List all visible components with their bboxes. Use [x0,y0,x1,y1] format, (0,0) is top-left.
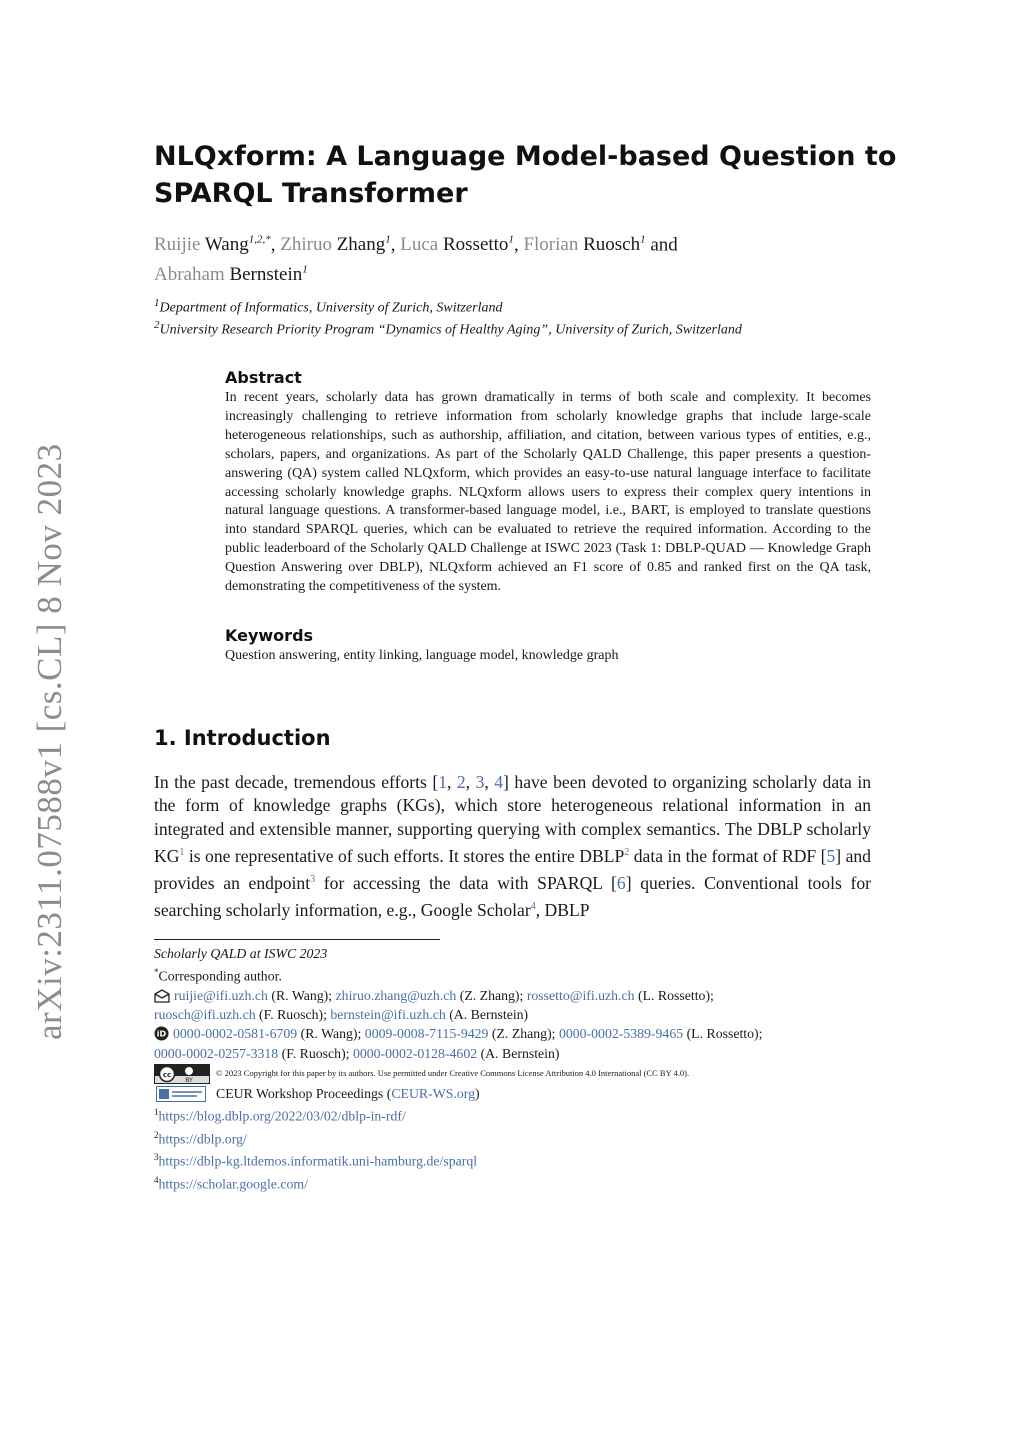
introduction-paragraph: In the past decade, tremendous efforts [1, 2, 3, 4] have been devoted to organizing scholarly data in the form of knowledge graphs (KGs), which store heterogeneous relational information in an integrated and extensible manner, supporting querying with complex semantics. The DBLP scholarly KG$^1$ is one representative of such efforts. It stores the entire DBLP$^2$ data in the format of RDF [5] and provides an endpoint$^3$ for accessing the data with SPARQL [6] queries. Conventional tools for searching scholarly information, e.g., Google Scholar$^4$, DBLP [154,772,872,921]
author[interactable]: Ruijie Wang$^{1,2,*}$ [154,234,271,256]
author[interactable]: Zhiruo Zhang$^1$ [280,234,391,256]
affiliation: $^1$Department of Informatics, University of Zurich, Switzerland [154,297,503,316]
email-link[interactable]: ruosch@ifi.uzh.ch [154,1007,256,1023]
author[interactable]: Florian Ruosch$^1$ [523,234,646,256]
email-link[interactable]: ruijie@ifi.uzh.ch [174,988,268,1003]
footnote-url[interactable]: https://blog.dblp.org/2022/03/02/dblp-in-rdf/ [158,1108,406,1124]
footnote-url[interactable]: https://dblp-kg.ltdemos.informatik.uni-hamburg.de/sparql [158,1154,478,1170]
arxiv-stamp: arXiv:2311.07588v1 [cs.CL] 8 Nov 2023 [30,443,69,1040]
orcid-link[interactable]: 0000-0002-0581-6709 [173,1026,298,1042]
footnote-url[interactable]: https://scholar.google.com/ [158,1176,308,1192]
svg-text:iD: iD [156,1029,167,1039]
corresponding-note: Corresponding author. [158,968,282,984]
footnotes: Scholarly QALD at ISWC 2023 *Corresponding author. ruijie@ifi.uzh.ch (R. Wang); zhiruo.zhang@uzh.ch (Z. Zhang); rossetto@ifi.uzh.ch (L. Rossetto); ruosch@ifi.uzh.ch (F. Ruosch); bernstein@ifi.uzh.ch (A. Bernstein) iD 0000-0002-0581-6709 (R. Wang); 0009-0008-7115-9429 (Z. Zhang); 0000-0002-5389-9465 (L. Rossetto); 0000-0002-0257-3318 (F. Ruosch); 0000-0002-0128-4602 (A. Bernstein) cc BY © 2023 Copyright for this paper by its authors. Use permitted under Creative Commons License Attribution 4.0 International (CC BY 4.0). CEUR Workshop Proceedings (CEUR-WS.org) $^1$https://blog.dblp.org/2022/03/02/dblp-in-rdf/ $^2$https://dblp.org/ $^3$https://dblp-kg.ltdemos.informatik.uni-hamburg.de/sparql $^4$https://scholar.google.com/ [154,946,763,1192]
ceur-link[interactable]: CEUR-WS.org [391,1085,475,1101]
citation-link[interactable]: 6 [616,872,626,893]
orcid-link[interactable]: 0000-0002-5389-9465 [558,1026,684,1042]
orcid-link[interactable]: 0009-0008-7115-9429 [364,1026,489,1042]
abstract-heading: Abstract [225,368,302,387]
footnote-ref[interactable]: 2 [624,846,630,858]
copyright-notice: © 2023 Copyright for this paper by its authors. Use permitted under Creative Commons License Attribution 4.0 International (CC BY 4.0). [216,1068,690,1079]
footnote-rule [154,939,440,940]
email-link[interactable]: bernstein@ifi.uzh.ch [330,1007,446,1023]
email-link[interactable]: zhiruo.zhang@uzh.ch [335,988,457,1003]
citation-link[interactable]: 2 [456,772,466,792]
orcid-icon [154,1026,169,1041]
citation-link[interactable]: 4 [494,772,504,792]
envelope-icon [154,989,170,1003]
footnote-url[interactable]: https://dblp.org/ [158,1131,247,1147]
keywords-text: Question answering, entity linking, language model, knowledge graph [225,648,619,663]
author-list: Ruijie Wang$^{1,2,*}$, Zhiruo Zhang$^1$, Luca Rossetto$^1$, Florian Ruosch$^1$ and Abraham Bernstein$^1$ [154,234,678,285]
citation-link[interactable]: 5 [826,845,836,866]
footnote-ref[interactable]: 4 [530,901,536,913]
footnote-ref[interactable]: 1 [179,846,185,858]
email-link[interactable]: rossetto@ifi.uzh.ch [526,988,635,1003]
abstract-text: In recent years, scholarly data has grown dramatically in terms of both scale and complexity. It becomes increasingly challenging to retrieve information from scholarly knowledge graphs that include large-scale heterogeneous relationships, such as authorship, affiliation, and citation, between various types of entities, e.g., scholars, papers, and organizations. As part of the Scholarly QALD Challenge, this paper presents a question-answering (QA) system called NLQxform, which provides an easy-to-use natural language interface to facilitate accessing scholarly knowledge graphs. NLQxform allows users to express their complex query intentions in natural language questions. A transformer-based language model, i.e., BART, is employed to translate questions into standard SPARQL queries, which can be evaluated to retrieve the required information. According to the public leaderboard of the Scholarly QALD Challenge at ISWC 2023 (Task 1: DBLP-QUAD — Knowledge Graph Question Answering over DBLP), NLQxform achieved an F1 score of 0.85 and ranked first on the QA task, demonstrating the competitiveness of the system. [225,390,871,595]
affiliation: $^2$University Research Priority Program “Dynamics of Healthy Aging”, University of Zurich, Switzerland [154,319,742,338]
citation-link[interactable]: 3 [475,772,485,792]
svg-text:cc: cc [162,1070,172,1079]
orcid-link[interactable]: 0000-0002-0128-4602 [352,1045,478,1061]
footnote-ref[interactable]: 3 [310,874,316,886]
author[interactable]: Abraham Bernstein$^1$ [154,263,308,285]
orcid-link[interactable]: 0000-0002-0257-3318 [154,1045,279,1061]
introduction-heading: 1. Introduction [154,726,331,750]
paper-title: NLQxform: A Language Model-based Question to SPARQL Transformer [154,141,897,209]
cc-by-license-icon [154,1064,210,1084]
svg-text:BY: BY [185,1076,193,1083]
venue: Scholarly QALD at ISWC 2023 [154,946,328,961]
author[interactable]: Luca Rossetto$^1$ [400,234,514,256]
keywords-heading: Keywords [225,626,314,645]
citation-link[interactable]: 1 [438,772,447,792]
ceur-logo [156,1086,206,1102]
